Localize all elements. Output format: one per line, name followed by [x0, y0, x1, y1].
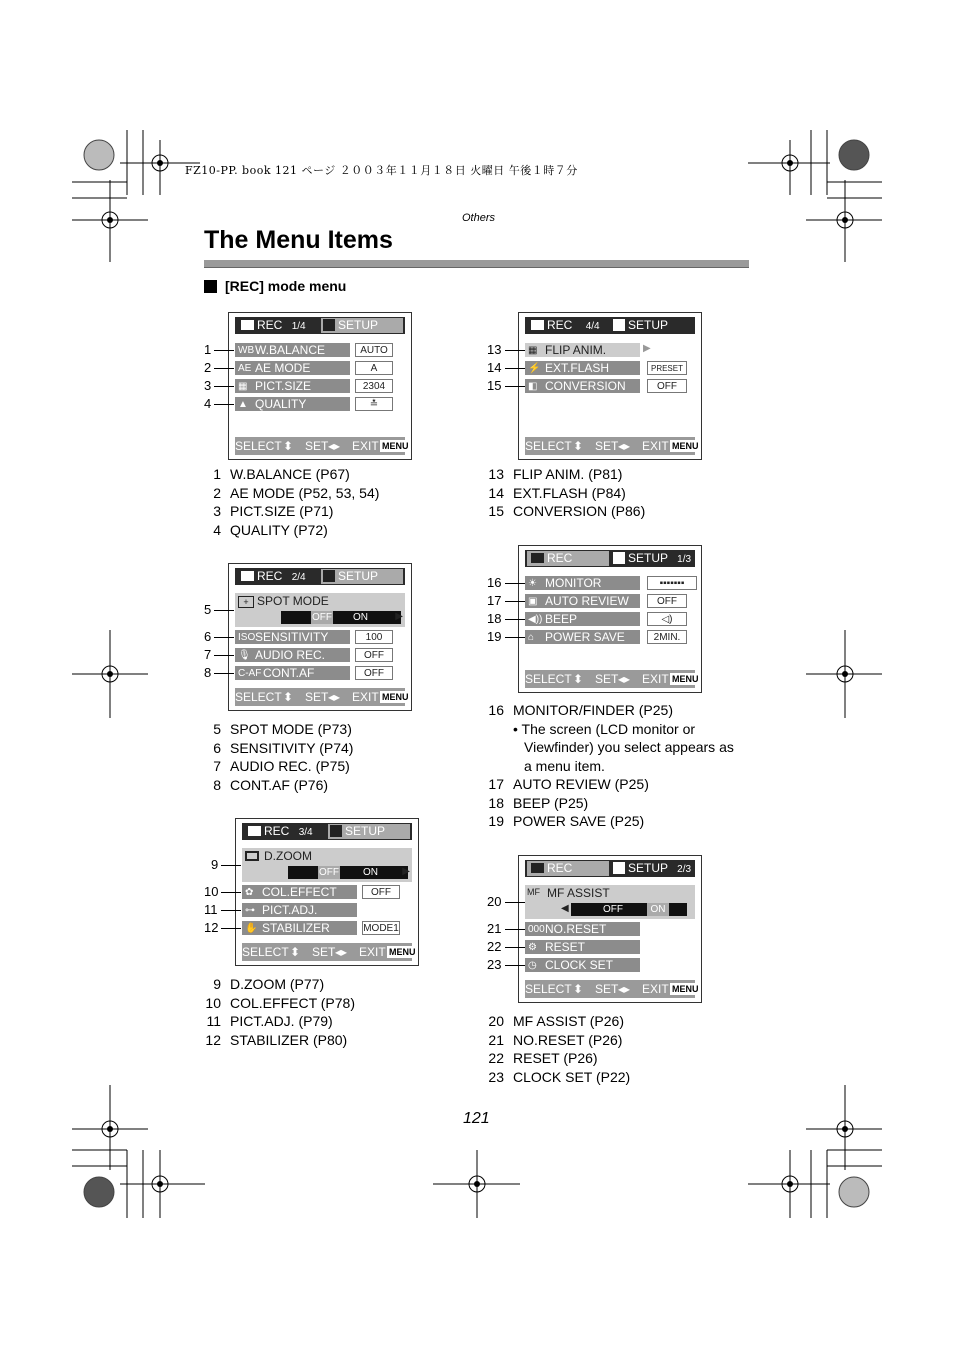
- up-down-icon: ⬍: [290, 945, 301, 959]
- tab-setup: SETUP: [321, 318, 403, 333]
- callout-15: 15: [487, 378, 502, 393]
- value-audio-rec: OFF: [355, 648, 393, 662]
- callout-6: 6: [204, 629, 212, 644]
- subhead: [204, 278, 346, 294]
- screen-footer: SELECT ⬍ SET ◂▸ EXIT MENU: [235, 439, 409, 453]
- list-item: 8 CONT.AF (P76): [213, 776, 329, 793]
- list-item: 5 SPOT MODE (P73): [213, 721, 352, 737]
- pict-adj-icon: ⊶: [245, 905, 255, 916]
- menu-row-cont-af: C-AF CONT.AF: [235, 666, 350, 680]
- tab-setup: SETUP 2/3: [611, 861, 693, 876]
- screen-footer: SELECT ⬍ SET ◂▸ EXIT MENU: [525, 439, 699, 453]
- callout-4: 4: [204, 396, 212, 411]
- conversion-icon: ◧: [528, 381, 538, 392]
- menu-badge-icon: MENU: [382, 441, 409, 451]
- option-off: OFF: [312, 612, 332, 623]
- callout-1: 1: [204, 342, 212, 357]
- callout-3: 3: [204, 378, 212, 393]
- value-ae-mode: A: [355, 361, 393, 375]
- callout-21: 21: [487, 921, 502, 936]
- arrow-right-icon: ▶: [643, 343, 651, 354]
- item-list-2: [196, 720, 353, 794]
- callout-13: 13: [487, 342, 502, 357]
- list-item-note: a menu item.: [524, 757, 605, 774]
- pict-size-icon: ▦: [238, 381, 248, 392]
- mf-assist-panel: MF MF ASSIST ◀ OFF ON: [525, 885, 695, 919]
- up-down-icon: ⬍: [573, 439, 584, 453]
- camera-icon: [531, 320, 544, 330]
- microphone-icon: 🎙: [238, 650, 251, 661]
- option-on: ON: [363, 867, 378, 878]
- page-title: The Menu Items: [204, 226, 393, 254]
- menu-row-beep: ◀)) BEEP: [525, 612, 640, 626]
- setup-icon: [323, 570, 335, 582]
- callout-11: 11: [204, 902, 218, 917]
- cont-af-icon: C-AF: [238, 668, 262, 679]
- power-save-icon: ⌂: [528, 632, 535, 643]
- list-item: 14 EXT.FLASH (P84): [488, 484, 626, 501]
- arrow-right-icon: ▶: [402, 866, 410, 877]
- clock-icon: ◷: [528, 960, 537, 971]
- book-header-line: FZ10-PP. book 121 ページ ２００３年１１月１８日 火曜日 午後１時７分: [185, 164, 578, 177]
- menu-row-quality: ▲ QUALITY: [235, 397, 350, 411]
- setup-icon: [613, 319, 625, 331]
- value-ext-flash: PRESET: [647, 361, 687, 375]
- mf-assist-icon: MF: [527, 887, 540, 897]
- menu-row-sensitivity: ISO SENSITIVITY: [235, 630, 350, 644]
- value-auto-review: OFF: [647, 594, 687, 608]
- list-item: 11 PICT.ADJ. (P79): [206, 1013, 333, 1029]
- menu-screen-rec-4: [518, 312, 702, 460]
- value-quality: ≛: [355, 397, 393, 411]
- setup-icon: [613, 862, 625, 874]
- screen-footer: SELECT ⬍ SET ◂▸ EXIT MENU: [242, 945, 416, 959]
- menu-row-pict-size: ▦ PICT.SIZE: [235, 379, 350, 393]
- menu-row-flip-anim: ▦ FLIP ANIM.: [525, 343, 640, 357]
- subhead-text: [REC] mode menu: [225, 278, 347, 294]
- brightness-icon: ☀: [528, 578, 537, 589]
- list-item: 4 QUALITY (P72): [213, 521, 328, 538]
- menu-row-pict-adj: ⊶ PICT.ADJ.: [242, 903, 357, 917]
- tab-rec: REC 3/4: [244, 824, 326, 839]
- menu-row-clock-set: ◷ CLOCK SET: [525, 958, 640, 972]
- left-right-icon: ◂▸: [618, 672, 631, 686]
- item-list-6: [479, 1012, 630, 1086]
- spot-mode-panel: + SPOT MODE OFF ON ▶: [235, 593, 405, 627]
- menu-row-auto-review: ▣ AUTO REVIEW: [525, 594, 640, 608]
- callout-23: 23: [487, 957, 502, 972]
- callout-9: 9: [211, 857, 219, 872]
- item-list-4: [479, 465, 645, 521]
- callout-19: 19: [487, 629, 502, 644]
- screen-footer: SELECT ⬍ SET ◂▸ EXIT MENU: [525, 672, 699, 686]
- reset-icon: ⚙: [528, 942, 537, 953]
- menu-row-w-balance: WB W.BALANCE: [235, 343, 350, 357]
- stabilizer-icon: ✋: [245, 923, 258, 934]
- option-on: ON: [353, 612, 368, 623]
- zoom-icon: [245, 851, 259, 861]
- tab-setup: SETUP: [328, 824, 410, 839]
- menu-row-reset: ⚙ RESET: [525, 940, 640, 954]
- callout-8: 8: [204, 665, 212, 680]
- menu-row-conversion: ◧ CONVERSION: [525, 379, 640, 393]
- callout-22: 22: [487, 939, 502, 954]
- quality-icon: ▲: [238, 399, 248, 410]
- menu-badge-icon: MENU: [672, 984, 699, 994]
- up-down-icon: ⬍: [283, 690, 294, 704]
- left-right-icon: ◂▸: [618, 439, 631, 453]
- value-monitor-level-icon: ▪▪▪▪▪▪▪: [647, 576, 697, 590]
- item-list-1: [196, 465, 379, 539]
- menu-row-audio-rec: 🎙 AUDIO REC.: [235, 648, 350, 662]
- value-conversion: OFF: [647, 379, 687, 393]
- camera-icon: [248, 826, 261, 836]
- arrow-right-icon: ▶: [395, 611, 403, 622]
- menu-row-ext-flash: ⚡ EXT.FLASH: [525, 361, 640, 375]
- up-down-icon: ⬍: [573, 982, 584, 996]
- list-item: 1 W.BALANCE (P67): [213, 466, 350, 482]
- up-down-icon: ⬍: [573, 672, 584, 686]
- tab-setup: SETUP: [321, 569, 403, 584]
- list-item-note: Viewfinder) you select appears as: [524, 739, 734, 755]
- tab-rec: REC 4/4: [527, 318, 609, 333]
- list-item: 20 MF ASSIST (P26): [488, 1013, 624, 1029]
- list-item: 22 RESET (P26): [488, 1050, 598, 1066]
- list-item: 18 BEEP (P25): [488, 794, 589, 811]
- list-item: 10 COL.EFFECT (P78): [205, 994, 355, 1011]
- menu-row-monitor: ☀ MONITOR: [525, 576, 640, 590]
- callout-10: 10: [204, 884, 219, 899]
- value-beep-icon: ◁): [647, 612, 687, 626]
- setup-icon: [330, 825, 342, 837]
- value-w-balance: AUTO: [355, 343, 393, 357]
- camera-icon: [531, 553, 544, 563]
- camera-icon: [241, 571, 254, 581]
- left-right-icon: ◂▸: [328, 439, 341, 453]
- list-item: 23 CLOCK SET (P22): [488, 1068, 631, 1085]
- callout-5: 5: [204, 602, 212, 617]
- flash-icon: ⚡: [528, 363, 541, 374]
- square-bullet-icon: [204, 280, 217, 293]
- up-down-icon: ⬍: [283, 439, 294, 453]
- callout-18: 18: [487, 611, 502, 626]
- left-right-icon: ◂▸: [335, 945, 348, 959]
- menu-row-power-save: ⌂ POWER SAVE: [525, 630, 640, 644]
- value-stabilizer: MODE1: [363, 923, 399, 934]
- value-pict-size: 2304: [355, 379, 393, 393]
- menu-screen-rec-2: [228, 563, 412, 711]
- page-number: 121: [463, 1110, 490, 1127]
- tab-rec: REC 1/4: [237, 318, 319, 333]
- tab-rec: REC: [527, 861, 609, 876]
- list-item: 9 D.ZOOM (P77): [213, 976, 325, 992]
- tab-setup: SETUP: [611, 318, 693, 333]
- menu-badge-icon: MENU: [382, 692, 409, 702]
- list-item: 3 PICT.SIZE (P71): [213, 503, 334, 519]
- tab-rec: REC 2/4: [237, 569, 319, 584]
- menu-badge-icon: MENU: [672, 674, 699, 684]
- list-item: 19 POWER SAVE (P25): [488, 813, 645, 829]
- list-item: 7 AUDIO REC. (P75): [213, 758, 350, 774]
- camera-icon: [241, 320, 254, 330]
- menu-row-ae-mode: AE AE MODE: [235, 361, 350, 375]
- callout-2: 2: [204, 360, 212, 375]
- left-right-icon: ◂▸: [618, 982, 631, 996]
- tab-rec: REC: [527, 551, 609, 566]
- option-on: ON: [647, 903, 669, 916]
- ae-icon: AE: [238, 363, 252, 374]
- item-list-5: [479, 701, 734, 831]
- list-item: 2 AE MODE (P52, 53, 54): [213, 484, 380, 501]
- list-item: 16 MONITOR/FINDER (P25): [488, 702, 673, 718]
- screen-footer: SELECT ⬍ SET ◂▸ EXIT MENU: [525, 982, 699, 996]
- setup-icon: [613, 552, 625, 564]
- list-item: 13 FLIP ANIM. (P81): [488, 466, 623, 482]
- d-zoom-panel: D.ZOOM OFF ON ▶: [242, 848, 412, 882]
- title-rule: [204, 260, 749, 268]
- callout-7: 7: [204, 647, 212, 662]
- iso-icon: ISO: [238, 632, 256, 643]
- speaker-icon: ◀)): [528, 614, 543, 625]
- callout-20: 20: [487, 894, 502, 909]
- wb-icon: WB: [238, 345, 255, 356]
- list-item-note: • The screen (LCD monitor or: [513, 720, 696, 737]
- setup-icon: [323, 319, 335, 331]
- spot-icon: +: [238, 596, 254, 608]
- menu-screen-setup-1: [518, 545, 702, 693]
- callout-12: 12: [204, 920, 219, 935]
- callout-16: 16: [487, 575, 502, 590]
- color-effect-icon: ✿: [245, 887, 254, 898]
- item-list-3: [196, 975, 355, 1049]
- review-icon: ▣: [528, 596, 538, 607]
- flip-anim-icon: ▦: [528, 345, 538, 356]
- list-item: 12 STABILIZER (P80): [205, 1031, 348, 1048]
- menu-row-col-effect: ✿ COL.EFFECT: [242, 885, 357, 899]
- menu-screen-rec-1: [228, 312, 412, 460]
- value-col-effect: OFF: [362, 885, 400, 899]
- callout-14: 14: [487, 360, 502, 375]
- list-item: 21 NO.RESET (P26): [488, 1031, 623, 1048]
- menu-row-stabilizer: ✋ STABILIZER: [242, 921, 357, 935]
- list-item: 6 SENSITIVITY (P74): [213, 739, 354, 756]
- option-off: OFF: [319, 867, 339, 878]
- value-power-save: 2MIN.: [647, 630, 687, 644]
- option-off: OFF: [603, 904, 623, 915]
- callout-17: 17: [487, 593, 502, 608]
- no-reset-icon: 000: [528, 924, 545, 935]
- menu-badge-icon: MENU: [672, 441, 699, 451]
- menu-screen-setup-2: [518, 855, 702, 1003]
- camera-icon: [531, 863, 544, 873]
- menu-screen-rec-3: [235, 818, 419, 966]
- list-item: 17 AUTO REVIEW (P25): [488, 776, 649, 792]
- screen-footer: SELECT ⬍ SET ◂▸ EXIT MENU: [235, 690, 409, 704]
- arrow-left-icon: ◀: [561, 903, 569, 914]
- value-cont-af: OFF: [355, 666, 393, 680]
- section-label: Others: [462, 212, 496, 224]
- list-item: 15 CONVERSION (P86): [488, 503, 646, 519]
- left-right-icon: ◂▸: [328, 690, 341, 704]
- menu-row-no-reset: 000 NO.RESET: [525, 922, 640, 936]
- tab-setup: SETUP 1/3: [611, 551, 693, 566]
- menu-badge-icon: MENU: [389, 947, 416, 957]
- value-sensitivity: 100: [355, 630, 393, 644]
